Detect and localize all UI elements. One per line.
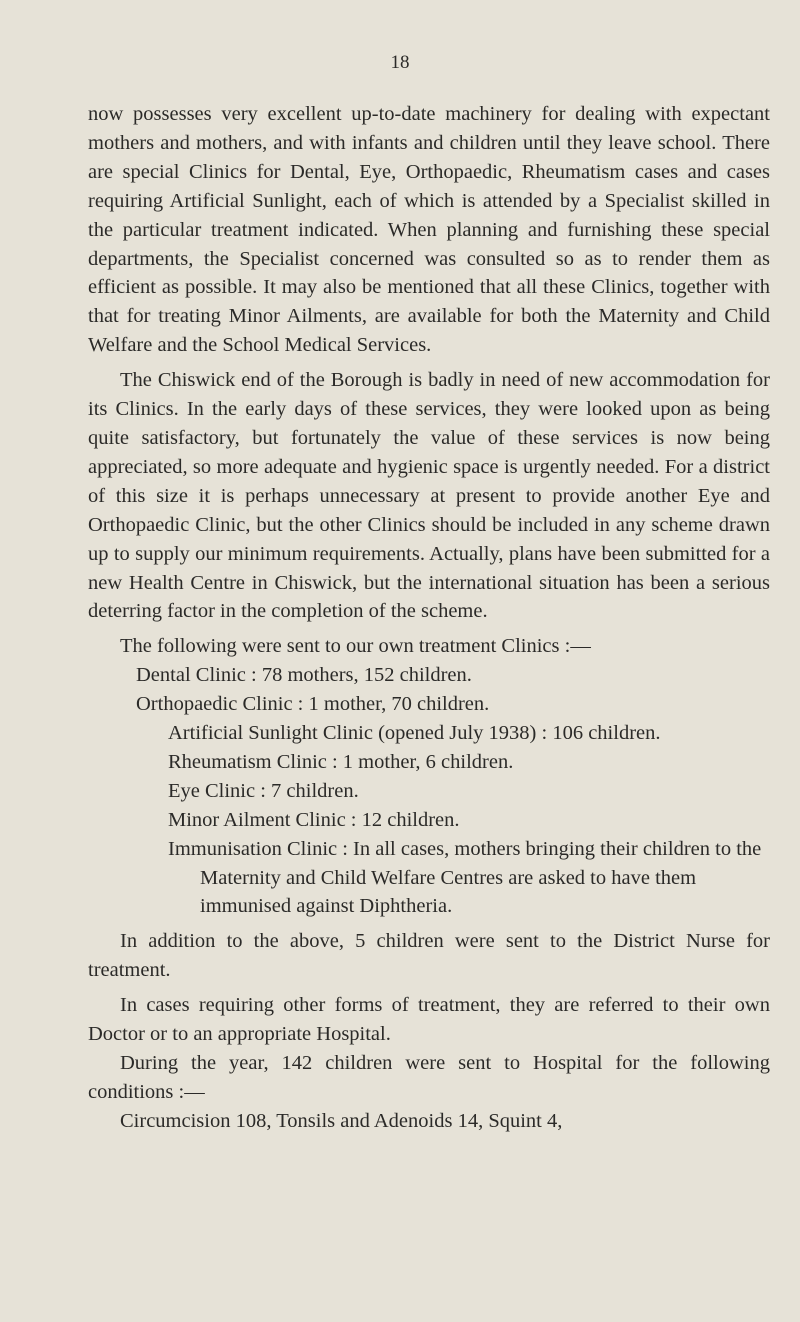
paragraph-conditions: Circumcision 108, Tonsils and Adenoids 14, Squint 4, bbox=[120, 1109, 563, 1132]
paragraph-clinics-intro: The following were sent to our own treatment Clinics :— bbox=[120, 635, 591, 658]
list-item-eye: Eye Clinic : 7 children. bbox=[168, 779, 359, 802]
list-item-dental: Dental Clinic : 78 mothers, 152 children. bbox=[136, 664, 472, 687]
paragraph-other-treatment: In cases requiring other forms of treatment, they are referred to their own Doctor or to an appropriate Hospital. bbox=[88, 994, 770, 1046]
paragraph-chiswick: The Chiswick end of the Borough is badly in need of new accommodation for its Clinics. In the early days of these services, they were looked upon as being quite satisfactory, but fortunately the value of these services is now being appreciated, so more adequate and hygienic space is urgently needed. For a district of this size it is perhaps unnecessary at present to provide another Eye and Orthopaedic Clinic, but the other Clinics should be included in any scheme drawn up to supply our minimum requirements. Actually, plans have been submitted for a new Health Centre in Chiswick, but the international situation has been a serious deterring factor in the completion of the scheme. bbox=[88, 369, 770, 623]
list-item-rheumatism: Rheumatism Clinic : 1 mother, 6 children. bbox=[168, 750, 514, 773]
list-item-artificial-sunlight: Artificial Sunlight Clinic (opened July 1938) : 106 children. bbox=[168, 722, 661, 745]
body-text bbox=[88, 100, 770, 1136]
list-item-immunisation: Immunisation Clinic : In all cases, mothers bringing their children to the Maternity and Child Welfare Centres are asked to have them immunised against Diphtheria. bbox=[168, 837, 762, 918]
page-number: 18 bbox=[390, 52, 410, 73]
list-item-minor-ailment: Minor Ailment Clinic : 12 children. bbox=[168, 808, 460, 831]
clinic-list bbox=[88, 661, 770, 921]
list-item-orthopaedic: Orthopaedic Clinic : 1 mother, 70 children. bbox=[136, 693, 490, 716]
paragraph-services: now possesses very excellent up-to-date machinery for dealing with expectant mothers and mothers, and with infants and children until they leave school. There are special Clinics for Dental, Eye, Orthopaedic, Rheumatism cases and cases requiring Artificial Sunlight, each of which is attended by a Specialist skilled in the particular treatment indicated. When planning and furnishing these special departments, the Specialist concerned was consulted so as to render them as efficient as possible. It may also be mentioned that all these Clinics, together with that for treating Minor Ailments, are available for both the Maternity and Child Welfare and the School Medical Services. bbox=[88, 103, 770, 357]
paragraph-hospital: During the year, 142 children were sent to Hospital for the following conditions :— bbox=[88, 1052, 770, 1103]
paragraph-district-nurse: In addition to the above, 5 children were sent to the District Nurse for treatment. bbox=[88, 930, 770, 982]
